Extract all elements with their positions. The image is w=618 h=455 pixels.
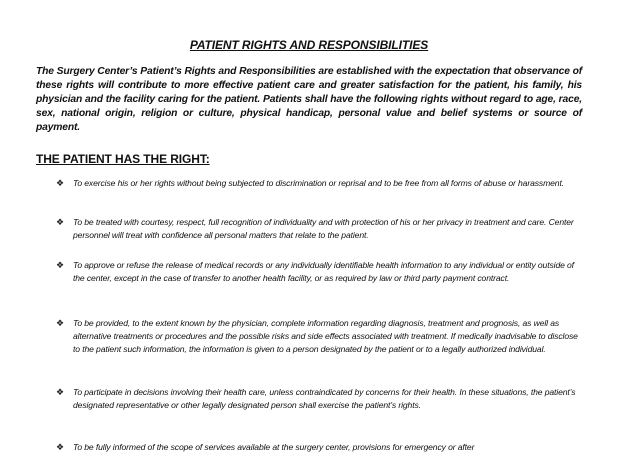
section-heading: THE PATIENT HAS THE RIGHT: (36, 152, 210, 166)
diamond-bullet-icon: ❖ (56, 217, 65, 227)
right-text: To approve or refuse the release of medical records or any individually identifiable health information to any individual or entity outside of the center, except in the case of transfer to another health facility, or as required by law or third party payment contract. (73, 260, 574, 284)
right-text: To be provided, to the extent known by the physician, complete information regarding diagnosis, treatment and prognosis, as well as alternative treatments or procedures and the possible risks and side effects associated with treatment. If medically inadvisable to disclose to the patient such information, the information is given to a person designated by the patient or to a legally authorized individual. (73, 318, 578, 355)
document-title: PATIENT RIGHTS AND RESPONSIBILITIES (189, 38, 429, 52)
right-text: To be treated with courtesy, respect, full recognition of individuality and with protection of his or her privacy in treatment and care. Center personnel will treat with confidence all personal matters that relate to the patient. (73, 217, 574, 241)
diamond-bullet-icon: ❖ (56, 178, 65, 188)
intro-paragraph: The Surgery Center’s Patient’s Rights and Responsibilities are established with the expectation that observance of these rights will contribute to more effective patient care and greater satisfaction for the patient, his family, his physician and the facility caring for the patient. Patients shall have the following rights without regard to age, race, sex, national origin, religion or culture, physical handicap, personal value and belief systems or source of payment. (36, 66, 582, 133)
right-text: To exercise his or her rights without being subjected to discrimination or reprisal and to be free from all forms of abuse or harassment. (73, 178, 564, 188)
diamond-bullet-icon: ❖ (56, 318, 65, 328)
diamond-bullet-icon: ❖ (56, 387, 65, 397)
right-text: To be fully informed of the scope of services available at the surgery center, provisions for emergency or after (73, 442, 475, 452)
diamond-bullet-icon: ❖ (56, 442, 65, 452)
right-text: To participate in decisions involving their health care, unless contraindicated by concerns for their health. In these situations, the patient’s designated representative or other legally designated person shall exercise the patient’s rights. (73, 387, 576, 411)
diamond-bullet-icon: ❖ (56, 260, 65, 270)
